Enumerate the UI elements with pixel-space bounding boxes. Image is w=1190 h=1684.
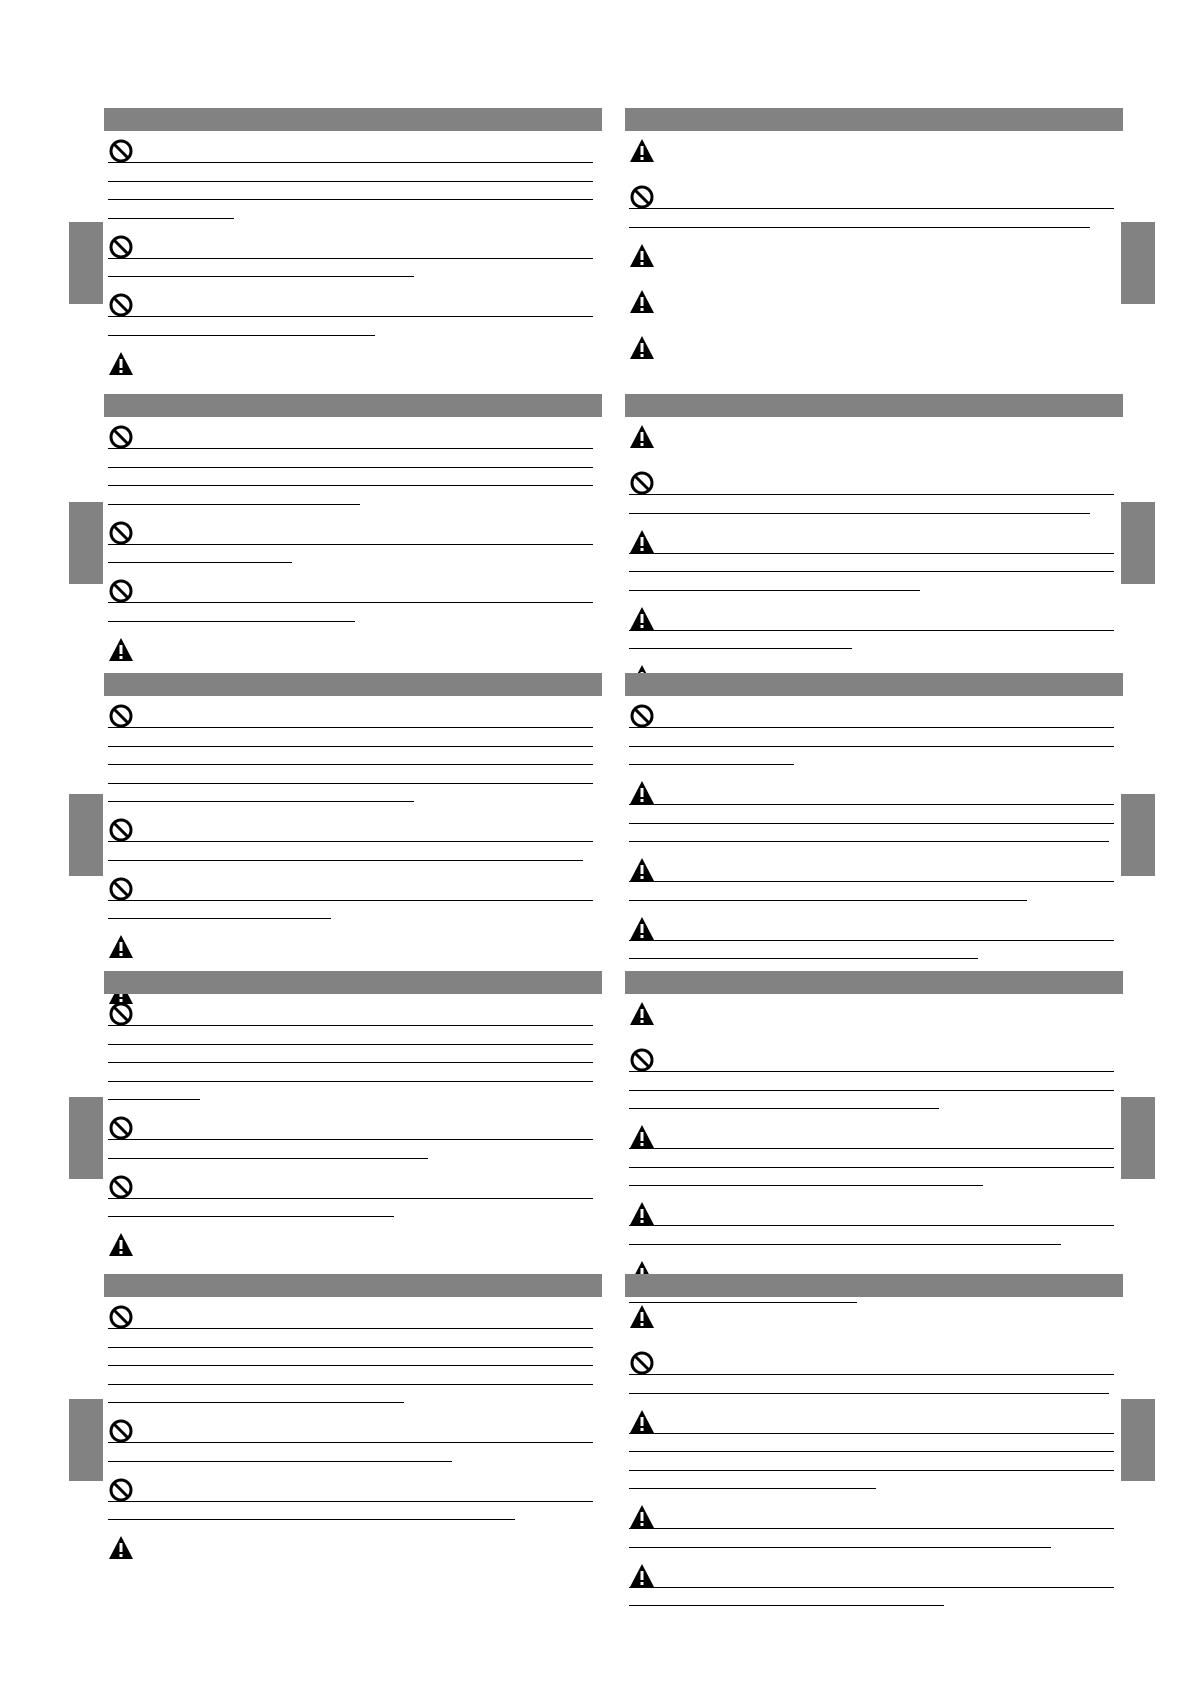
prohibition-icon	[629, 184, 655, 210]
prohibition-icon	[108, 1001, 134, 1027]
prohibition-icon	[629, 470, 655, 496]
prohibition-icon	[108, 138, 134, 164]
text-rule	[108, 1062, 593, 1063]
text-rule	[629, 1071, 1114, 1072]
warning-triangle-icon	[629, 1563, 655, 1589]
text-rule	[108, 1328, 593, 1329]
prohibition-icon	[629, 1047, 655, 1073]
text-rule	[629, 1470, 1114, 1471]
warning-triangle-icon	[629, 335, 655, 361]
text-rule	[108, 218, 234, 219]
section-header-bar	[104, 1274, 602, 1297]
text-rule	[629, 940, 1114, 941]
section-header-bar	[104, 394, 602, 417]
warning-triangle-icon	[629, 1304, 655, 1330]
text-rule	[108, 1025, 593, 1026]
text-rule	[108, 258, 593, 259]
text-rule	[108, 1501, 593, 1502]
prohibition-icon	[629, 703, 655, 729]
prohibition-icon	[108, 424, 134, 450]
text-rule	[108, 1384, 593, 1385]
text-rule	[629, 590, 920, 591]
text-rule	[629, 1528, 1114, 1529]
text-rule	[108, 746, 593, 747]
text-rule	[108, 1461, 452, 1462]
warning-triangle-icon	[629, 289, 655, 315]
text-rule	[108, 602, 593, 603]
text-rule	[108, 801, 414, 802]
warning-triangle-icon	[629, 857, 655, 883]
prohibition-icon	[108, 876, 134, 902]
text-rule	[108, 1216, 394, 1217]
text-rule	[108, 1365, 593, 1366]
text-rule	[108, 504, 360, 505]
text-rule	[108, 199, 593, 200]
text-rule	[629, 553, 1114, 554]
text-rule	[108, 841, 593, 842]
text-rule	[108, 485, 593, 486]
text-rule	[629, 958, 978, 959]
text-rule	[108, 1099, 200, 1100]
section-header-bar	[104, 971, 602, 994]
text-rule	[629, 571, 1114, 572]
prohibition-icon	[108, 1174, 134, 1200]
text-rule	[629, 764, 794, 765]
text-rule	[108, 181, 593, 182]
text-rule	[108, 316, 593, 317]
text-rule	[629, 1488, 876, 1489]
prohibition-icon	[108, 1477, 134, 1503]
text-rule	[629, 630, 1114, 631]
text-rule	[629, 1547, 1051, 1548]
text-rule	[108, 900, 593, 901]
prohibition-icon	[108, 292, 134, 318]
prohibition-icon	[108, 520, 134, 546]
section-header-bar	[625, 108, 1123, 131]
text-rule	[108, 764, 593, 765]
text-rule	[108, 860, 583, 861]
text-rule	[108, 1519, 515, 1520]
section-header-bar	[625, 673, 1123, 696]
text-rule	[629, 1605, 944, 1606]
text-rule	[108, 448, 593, 449]
text-rule	[629, 1185, 983, 1186]
prohibition-icon	[108, 234, 134, 260]
warning-triangle-icon	[629, 424, 655, 450]
text-rule	[629, 1451, 1114, 1452]
text-rule	[108, 783, 593, 784]
text-rule	[108, 276, 414, 277]
language-tab[interactable]	[1121, 1097, 1155, 1179]
text-rule	[108, 1347, 593, 1348]
text-rule	[629, 1225, 1114, 1226]
language-tab[interactable]	[1121, 794, 1155, 876]
text-rule	[629, 1393, 1109, 1394]
language-tab[interactable]	[1121, 1399, 1155, 1481]
warning-triangle-icon	[629, 780, 655, 806]
text-rule	[108, 918, 331, 919]
text-rule	[629, 746, 1114, 747]
text-rule	[108, 1044, 593, 1045]
warning-triangle-icon	[629, 1409, 655, 1435]
prohibition-icon	[108, 703, 134, 729]
language-tab[interactable]	[1121, 222, 1155, 304]
text-rule	[629, 727, 1114, 728]
section-header-bar	[625, 394, 1123, 417]
text-rule	[108, 544, 593, 545]
section-header-bar	[625, 1274, 1123, 1297]
warning-triangle-icon	[629, 1124, 655, 1150]
text-rule	[629, 881, 1114, 882]
warning-triangle-icon	[108, 637, 134, 663]
warning-triangle-icon	[629, 606, 655, 632]
section-header-bar	[104, 673, 602, 696]
warning-triangle-icon	[629, 1001, 655, 1027]
prohibition-icon	[629, 1350, 655, 1376]
warning-triangle-icon	[108, 1535, 134, 1561]
text-rule	[629, 1433, 1114, 1434]
language-tab[interactable]	[69, 1097, 103, 1179]
text-rule	[629, 1374, 1114, 1375]
prohibition-icon	[108, 578, 134, 604]
prohibition-icon	[108, 1418, 134, 1444]
warning-triangle-icon	[629, 529, 655, 555]
text-rule	[108, 1402, 404, 1403]
text-rule	[629, 1090, 1114, 1091]
text-rule	[108, 1198, 593, 1199]
text-rule	[629, 841, 1109, 842]
text-rule	[108, 1139, 593, 1140]
text-rule	[629, 208, 1114, 209]
prohibition-icon	[108, 1304, 134, 1330]
text-rule	[629, 1167, 1114, 1168]
warning-triangle-icon	[108, 1232, 134, 1258]
text-rule	[108, 621, 355, 622]
text-rule	[108, 467, 593, 468]
text-rule	[108, 162, 593, 163]
warning-triangle-icon	[629, 243, 655, 269]
prohibition-icon	[108, 817, 134, 843]
text-rule	[629, 513, 1090, 514]
warning-triangle-icon	[629, 1201, 655, 1227]
language-tab[interactable]	[1121, 502, 1155, 584]
section-header-bar	[104, 108, 602, 131]
text-rule	[629, 1302, 857, 1303]
language-tab[interactable]	[69, 222, 103, 304]
warning-triangle-icon	[108, 934, 134, 960]
text-rule	[108, 335, 375, 336]
prohibition-icon	[108, 1115, 134, 1141]
warning-triangle-icon	[108, 351, 134, 377]
text-rule	[629, 823, 1114, 824]
warning-triangle-icon	[629, 138, 655, 164]
text-rule	[108, 1081, 593, 1082]
language-tab[interactable]	[69, 794, 103, 876]
text-rule	[629, 1148, 1114, 1149]
warning-triangle-icon	[629, 916, 655, 942]
text-rule	[629, 900, 1027, 901]
language-tab[interactable]	[69, 1399, 103, 1481]
warning-triangle-icon	[629, 1504, 655, 1530]
text-rule	[108, 1442, 593, 1443]
text-rule	[629, 804, 1114, 805]
text-rule	[629, 1587, 1114, 1588]
text-rule	[629, 494, 1114, 495]
text-rule	[108, 562, 292, 563]
text-rule	[629, 648, 852, 649]
section-header-bar	[625, 971, 1123, 994]
text-rule	[629, 1108, 939, 1109]
language-tab[interactable]	[69, 502, 103, 584]
text-rule	[629, 1244, 1061, 1245]
text-rule	[629, 227, 1090, 228]
text-rule	[108, 1158, 428, 1159]
text-rule	[108, 727, 593, 728]
